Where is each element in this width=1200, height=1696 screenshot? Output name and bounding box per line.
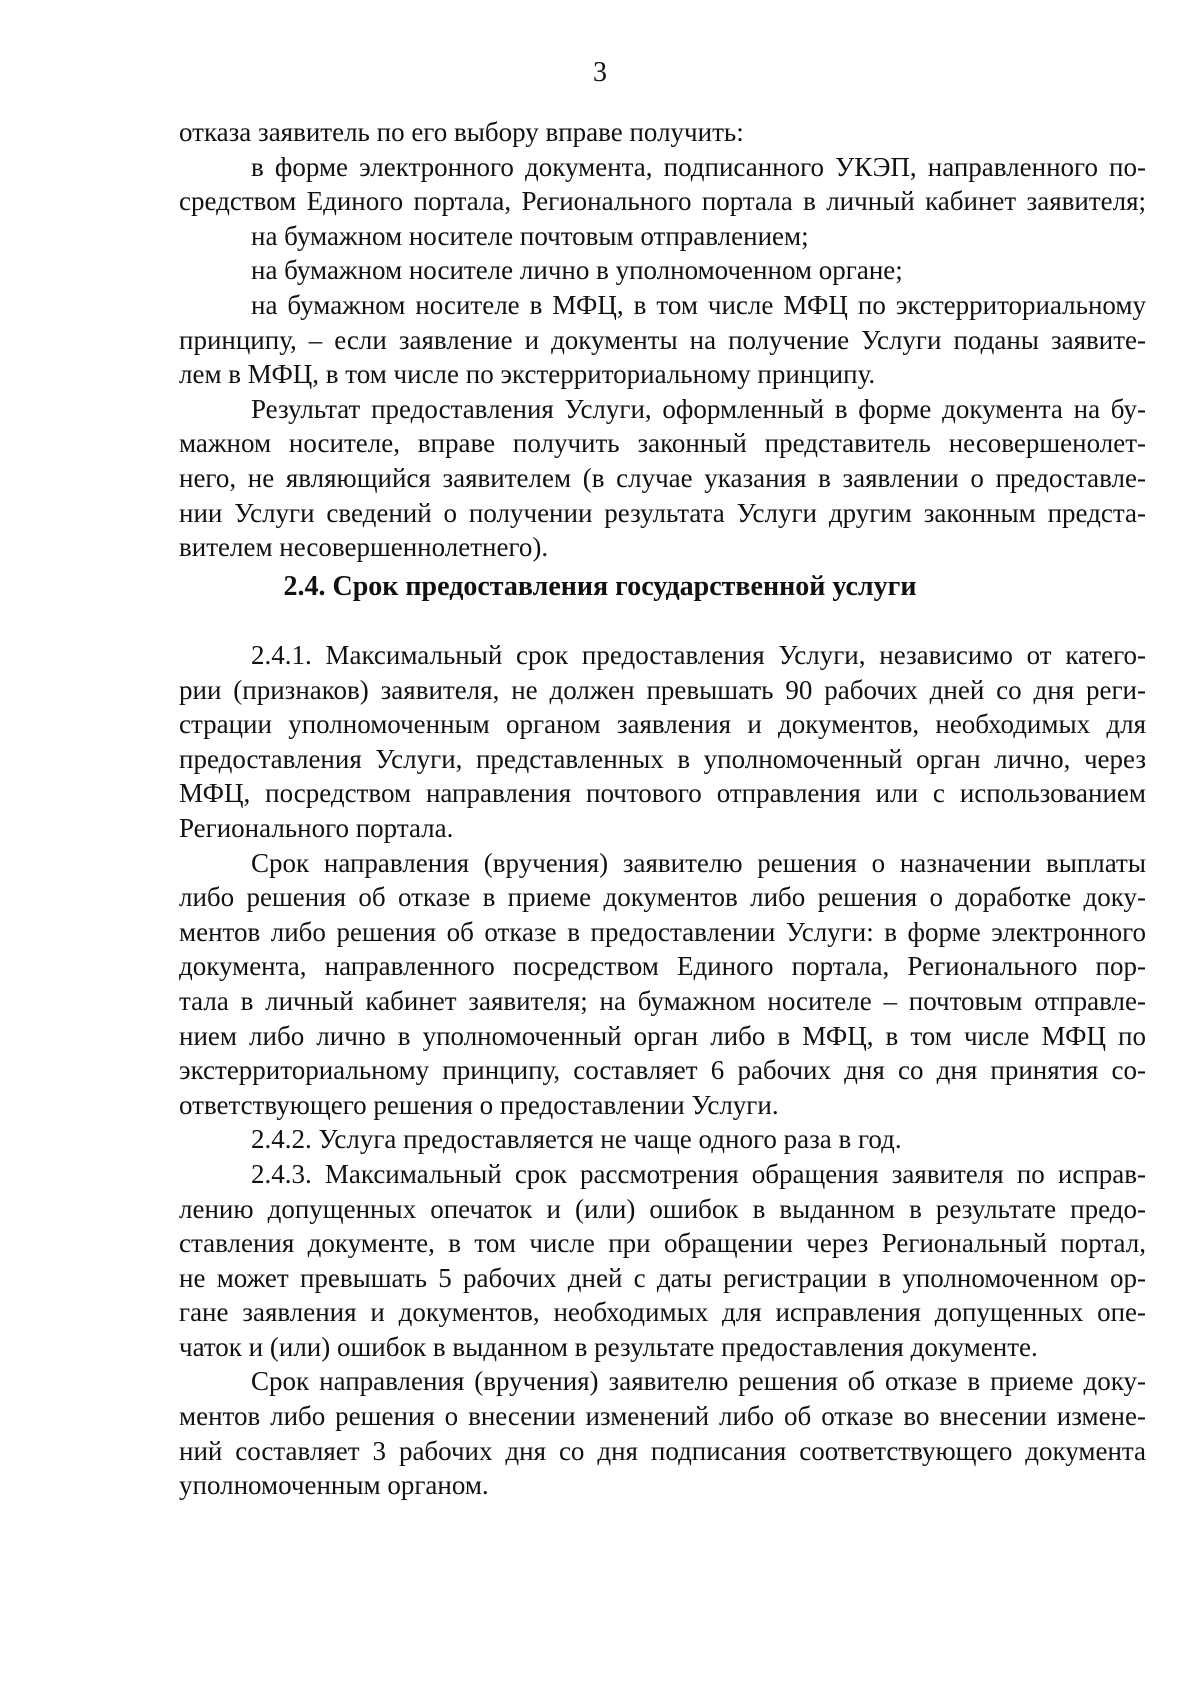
text-line: гане заявления и документов, необходимых для исправления допущенных опе- [179,1297,1146,1328]
text-line: лем в МФЦ, в том числе по экстерриториальному принципу. [179,359,876,390]
text-line: в форме электронного документа, подписанного УКЭП, направленного по- [251,151,1146,182]
text-line: чаток и (или) ошибок в выданном в результате предоставления документе. [179,1331,1038,1362]
text-line: 2.4.3. Максимальный срок рассмотрения обращения заявителя по исправ- [251,1158,1146,1189]
text-line: тала в личный кабинет заявителя; на бумажном носителе – почтовым отправле- [179,985,1146,1016]
text-line: либо решения об отказе в приеме документов либо решения о доработке доку- [179,882,1146,913]
text-line: ответствующего решения о предоставлении Услуги. [179,1089,779,1120]
text-line: ний составляет 3 рабочих дня со дня подписания соответствующего документа [179,1435,1146,1466]
text-line: уполномоченным органом. [179,1470,489,1501]
text-block-result-delivery [179,115,1146,565]
text-line: нии Услуги сведений о получении результата Услуги другим законным предста- [179,497,1146,528]
text-line: 2.4.1. Максимальный срок предоставления Услуги, независимо от катего- [251,640,1146,670]
text-line: на бумажном носителе в МФЦ, в том числе МФЦ по экстерриториальному [251,289,1146,320]
text-line: вителем несовершеннолетнего). [179,532,549,563]
text-line: ментов либо решения о внесении изменений либо об отказе во внесении измене- [179,1401,1146,1432]
text-line: него, не являющийся заявителем (в случае указания в заявлении о предоставле- [179,462,1146,493]
text-line: ставления документе, в том числе при обращении через Региональный портал, [179,1228,1146,1259]
text-line: страции уполномоченным органом заявления и документов, необходимых для [179,709,1146,740]
page-number: 3 [593,57,607,88]
text-line: на бумажном носителе почтовым отправлением; [251,220,809,251]
text-line: принципу, – если заявление и документы на получение Услуги поданы заявите- [179,324,1146,355]
text-line: на бумажном носителе лично в уполномоченном органе; [251,255,903,286]
text-line: нием либо лично в уполномоченный орган либо в МФЦ, в том числе МФЦ по [179,1020,1146,1051]
text-line: лению допущенных опечаток и (или) ошибок в выданном в результате предо- [179,1193,1146,1224]
text-line: мажном носителе, вправе получить законный представитель несовершенолет- [179,428,1146,459]
text-line: Регионального портала. [179,812,454,843]
text-line: документа, направленного посредством Единого портала, Регионального пор- [179,951,1146,982]
text-line: Срок направления (вручения) заявителю решения о назначении выплаты [251,847,1146,878]
text-line: предоставления Услуги, представленных в уполномоченный орган лично, через [179,743,1146,774]
text-line: отказа заявитель по его выбору вправе получить: [179,117,744,147]
text-line: рии (признаков) заявителя, не должен превышать 90 рабочих дней со дня реги- [179,674,1146,705]
section-heading: 2.4. Срок предоставления государственной услуги [283,571,917,602]
text-line: средством Единого портала, Регионального портала в личный кабинет заявителя; [179,186,1146,217]
text-line: Срок направления (вручения) заявителю решения об отказе в приеме доку- [251,1366,1146,1397]
text-line: экстерриториальному принципу, составляет 6 рабочих дня со дня принятия со- [179,1055,1146,1086]
text-line: 2.4.2. Услуга предоставляется не чаще одного раза в год. [251,1124,902,1155]
text-line: ментов либо решения об отказе в предоставлении Услуги: в форме электронного [179,916,1146,947]
text-block-service-terms [179,638,1146,1503]
text-line: МФЦ, посредством направления почтового отправления или с использованием [179,778,1146,809]
text-line: Результат предоставления Услуги, оформленный в форме документа на бу- [251,393,1146,424]
text-line: не может превышать 5 рабочих дней с даты регистрации в уполномоченном ор- [179,1262,1146,1293]
